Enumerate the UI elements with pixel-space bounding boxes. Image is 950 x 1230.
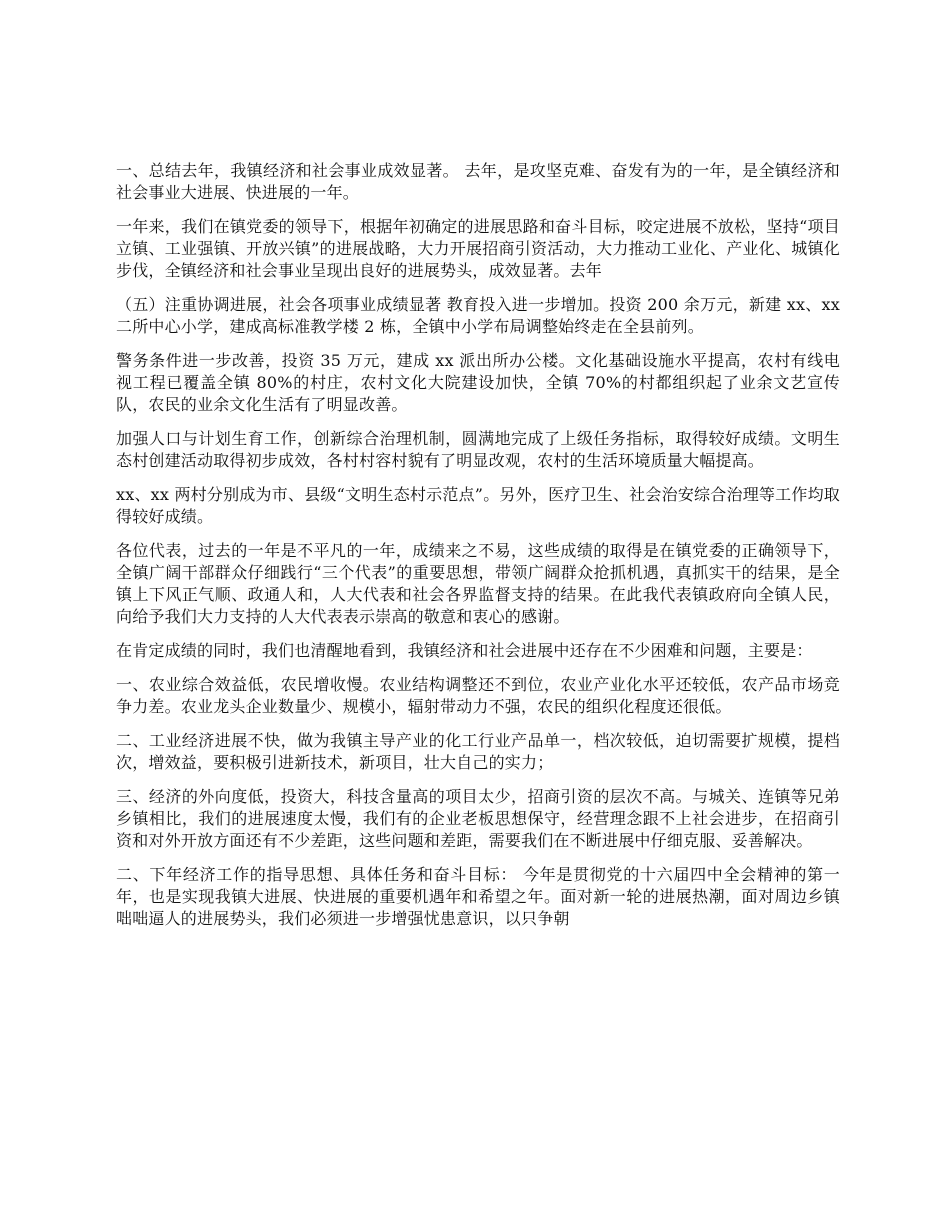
paragraph-summary-intro: 一、总结去年，我镇经济和社会事业成效显著。 去年，是攻坚克难、奋发有为的一年，是全镇经济和社会事业大进展、快进展的一年。 — [116, 161, 840, 202]
document-body — [116, 160, 840, 942]
paragraph-next-year-guidance: 二、下年经济工作的指导思想、具体任务和奋斗目标： 今年是贯彻党的十六届四中全会精神的第一年，也是实现我镇大进展、快进展的重要机遇年和希望之年。面对新一轮的进展热潮，面对周边乡镇咄咄逼人的进展势头，我们必须进一步增强忧患意识，以只争朝 — [116, 865, 840, 928]
paragraph-year-review: 一年来，我们在镇党委的领导下，根据年初确定的进展思路和奋斗目标，咬定进展不放松，坚持“项目立镇、工业强镇、开放兴镇”的进展战略，大力开展招商引资活动，大力推动工业化、产业化、城镇化步伐，全镇经济和社会事业呈现出良好的进展势头，成效显著。去年 — [116, 217, 840, 280]
paragraph-problem-agriculture: 一、农业综合效益低，农民增收慢。农业结构调整还不到位，农业产业化水平还较低，农产品市场竞争力差。农业龙头企业数量少、规模小，辐射带动力不强，农民的组织化程度还很低。 — [116, 675, 840, 716]
paragraph-population-ecology: 加强人口与计划生育工作，创新综合治理机制，圆满地完成了上级任务指标，取得较好成绩。文明生态村创建活动取得初步成效，各村村容村貌有了明显改观，农村的生活环境质量大幅提高。 — [116, 429, 840, 470]
paragraph-education: （五）注重协调进展，社会各项事业成绩显著 教育投入进一步增加。投资 200 余万元，新建 xx、xx 二所中心小学，建成高标准教学楼 2 栋，全镇中小学布局调整始终走在全县前列。 — [116, 295, 840, 336]
paragraph-problem-openness: 三、经济的外向度低，投资大，科技含量高的项目太少，招商引资的层次不高。与城关、连镇等兄弟乡镇相比，我们的进展速度太慢，我们有的企业老板思想保守，经营理念跟不上社会进步，在招商引资和对外开放方面还有不少差距，这些问题和差距，需要我们在不断进展中仔细克服、妥善解决。 — [116, 787, 840, 850]
paragraph-problems-intro: 在肯定成绩的同时，我们也清醒地看到，我镇经济和社会进展中还存在不少困难和问题，主要是： — [116, 641, 813, 660]
paragraph-police-culture: 警务条件进一步改善，投资 35 万元，建成 xx 派出所办公楼。文化基础设施水平提高，农村有线电视工程已覆盖全镇 80%的村庄，农村文化大院建设加快，全镇 70%的村都组织起了业余文艺宣传队，农民的业余文化生活有了明显改善。 — [116, 351, 840, 414]
paragraph-thanks: 各位代表，过去的一年是不平凡的一年，成绩来之不易，这些成绩的取得是在镇党委的正确领导下，全镇广阔干部群众仔细践行“三个代表”的重要思想，带领广阔群众抢抓机遇，真抓实干的结果，是全镇上下风正气顺、政通人和，人大代表和社会各界监督支持的结果。在此我代表镇政府向全镇人民，向给予我们大力支持的人大代表表示崇高的敬意和衷心的感谢。 — [116, 541, 840, 626]
paragraph-model-villages: xx、xx 两村分别成为市、县级“文明生态村示范点”。另外，医疗卫生、社会治安综合治理等工作均取得较好成绩。 — [116, 485, 840, 526]
paragraph-problem-industry: 二、工业经济进展不快，做为我镇主导产业的化工行业产品单一，档次较低，迫切需要扩规模，提档次，增效益，要积极引进新技术，新项目，壮大自己的实力； — [116, 731, 840, 772]
